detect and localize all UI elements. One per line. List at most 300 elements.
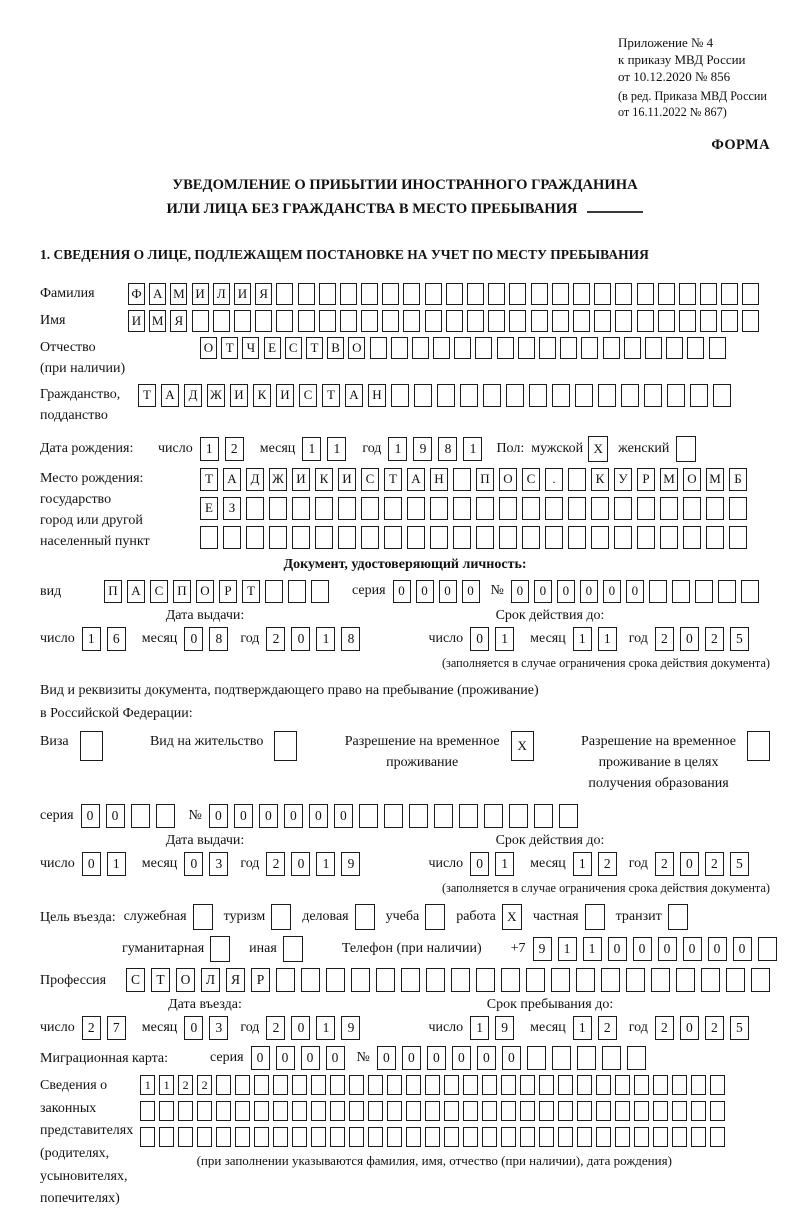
char-box[interactable]: С xyxy=(522,468,540,491)
char-box[interactable] xyxy=(446,310,463,332)
char-box[interactable] xyxy=(370,337,387,359)
char-box[interactable] xyxy=(721,310,738,332)
char-box[interactable] xyxy=(425,1075,440,1095)
char-box[interactable] xyxy=(649,580,667,603)
char-box[interactable]: И xyxy=(128,310,145,332)
char-box[interactable] xyxy=(668,904,688,930)
char-box[interactable] xyxy=(615,1075,630,1095)
char-box[interactable] xyxy=(453,497,471,520)
char-box[interactable]: О xyxy=(683,468,701,491)
char-box[interactable] xyxy=(273,1101,288,1121)
char-box[interactable]: Т xyxy=(151,968,170,992)
char-box[interactable] xyxy=(558,1101,573,1121)
char-box[interactable]: Я xyxy=(226,968,245,992)
char-box[interactable]: 1 xyxy=(327,437,346,461)
char-box[interactable]: Т xyxy=(306,337,323,359)
char-box[interactable] xyxy=(742,283,759,305)
char-box[interactable]: 0 xyxy=(377,1046,396,1070)
char-box[interactable] xyxy=(319,310,336,332)
char-box[interactable] xyxy=(539,1075,554,1095)
char-box[interactable] xyxy=(311,1127,326,1147)
char-box[interactable]: 2 xyxy=(655,852,674,876)
char-box[interactable]: Я xyxy=(255,283,272,305)
char-box[interactable]: 0 xyxy=(326,1046,345,1070)
char-box[interactable] xyxy=(368,1075,383,1095)
char-box[interactable] xyxy=(637,526,655,549)
char-box[interactable] xyxy=(499,497,517,520)
char-box[interactable] xyxy=(269,526,287,549)
char-box[interactable] xyxy=(340,283,357,305)
char-box[interactable]: В xyxy=(327,337,344,359)
char-box[interactable] xyxy=(594,310,611,332)
char-box[interactable]: С xyxy=(299,384,317,407)
char-box[interactable] xyxy=(80,731,103,761)
char-box[interactable]: 2 xyxy=(266,852,285,876)
char-box[interactable]: Л xyxy=(213,283,230,305)
char-box[interactable] xyxy=(311,580,329,603)
char-box[interactable]: Т xyxy=(221,337,238,359)
char-box[interactable]: 2 xyxy=(266,1016,285,1040)
char-box[interactable] xyxy=(653,1101,668,1121)
char-box[interactable] xyxy=(634,1101,649,1121)
char-box[interactable] xyxy=(403,283,420,305)
char-box[interactable] xyxy=(292,1101,307,1121)
char-box[interactable]: 0 xyxy=(477,1046,496,1070)
char-box[interactable] xyxy=(434,804,453,828)
char-box[interactable] xyxy=(330,1075,345,1095)
char-box[interactable] xyxy=(463,1075,478,1095)
char-box[interactable] xyxy=(637,310,654,332)
char-box[interactable] xyxy=(156,804,175,828)
char-box[interactable]: 1 xyxy=(316,627,335,651)
char-box[interactable] xyxy=(667,384,685,407)
char-box[interactable] xyxy=(482,1101,497,1121)
char-box[interactable] xyxy=(216,1075,231,1095)
char-box[interactable]: . xyxy=(545,468,563,491)
char-box[interactable]: 1 xyxy=(82,627,101,651)
char-box[interactable]: А xyxy=(127,580,145,603)
char-box[interactable] xyxy=(311,1101,326,1121)
char-box[interactable] xyxy=(355,904,375,930)
char-box[interactable] xyxy=(159,1101,174,1121)
char-box[interactable] xyxy=(679,283,696,305)
char-box[interactable] xyxy=(437,384,455,407)
char-box[interactable] xyxy=(683,526,701,549)
char-box[interactable]: 0 xyxy=(82,852,101,876)
char-box[interactable] xyxy=(301,968,320,992)
char-box[interactable]: 0 xyxy=(658,937,677,961)
char-box[interactable] xyxy=(596,1075,611,1095)
char-box[interactable]: И xyxy=(276,384,294,407)
char-box[interactable] xyxy=(271,904,291,930)
char-box[interactable] xyxy=(666,337,683,359)
char-box[interactable] xyxy=(552,384,570,407)
char-box[interactable]: 0 xyxy=(680,627,699,651)
char-box[interactable] xyxy=(598,384,616,407)
char-box[interactable] xyxy=(467,310,484,332)
char-box[interactable] xyxy=(568,468,586,491)
char-box[interactable]: 8 xyxy=(209,627,228,651)
char-box[interactable]: 3 xyxy=(209,852,228,876)
char-box[interactable] xyxy=(235,1127,250,1147)
char-box[interactable]: С xyxy=(126,968,145,992)
char-box[interactable] xyxy=(425,904,445,930)
char-box[interactable]: С xyxy=(361,468,379,491)
char-box[interactable] xyxy=(216,1101,231,1121)
char-box[interactable] xyxy=(368,1101,383,1121)
char-box[interactable] xyxy=(672,1075,687,1095)
char-box[interactable]: Д xyxy=(184,384,202,407)
char-box[interactable] xyxy=(718,580,736,603)
char-box[interactable] xyxy=(433,337,450,359)
char-box[interactable] xyxy=(577,1075,592,1095)
char-box[interactable] xyxy=(412,337,429,359)
char-box[interactable]: 2 xyxy=(197,1075,212,1095)
char-box[interactable] xyxy=(401,968,420,992)
char-box[interactable]: 9 xyxy=(413,437,432,461)
char-box[interactable]: И xyxy=(234,283,251,305)
char-box[interactable] xyxy=(627,1046,646,1070)
char-box[interactable]: Р xyxy=(637,468,655,491)
char-box[interactable]: 0 xyxy=(209,804,228,828)
char-box[interactable]: 3 xyxy=(209,1016,228,1040)
char-box[interactable] xyxy=(710,1101,725,1121)
char-box[interactable] xyxy=(520,1127,535,1147)
char-box[interactable] xyxy=(482,1075,497,1095)
char-box[interactable]: 8 xyxy=(438,437,457,461)
char-box[interactable] xyxy=(387,1101,402,1121)
char-box[interactable]: Н xyxy=(430,468,448,491)
char-box[interactable] xyxy=(361,526,379,549)
char-box[interactable] xyxy=(573,283,590,305)
char-box[interactable] xyxy=(488,310,505,332)
char-box[interactable] xyxy=(568,497,586,520)
char-box[interactable] xyxy=(741,580,759,603)
char-box[interactable] xyxy=(624,337,641,359)
char-box[interactable] xyxy=(425,1101,440,1121)
char-box[interactable] xyxy=(273,1127,288,1147)
char-box[interactable]: 1 xyxy=(140,1075,155,1095)
char-box[interactable]: 1 xyxy=(495,852,514,876)
char-box[interactable]: 0 xyxy=(511,580,529,603)
char-box[interactable] xyxy=(406,1075,421,1095)
char-box[interactable]: 0 xyxy=(502,1046,521,1070)
char-box[interactable]: Т xyxy=(200,468,218,491)
char-box[interactable] xyxy=(626,968,645,992)
char-box[interactable]: М xyxy=(706,468,724,491)
char-box[interactable] xyxy=(349,1075,364,1095)
char-box[interactable]: П xyxy=(173,580,191,603)
char-box[interactable]: 2 xyxy=(266,627,285,651)
char-box[interactable]: 2 xyxy=(598,1016,617,1040)
char-box[interactable]: 2 xyxy=(225,437,244,461)
char-box[interactable] xyxy=(330,1101,345,1121)
char-box[interactable]: М xyxy=(149,310,166,332)
char-box[interactable]: 9 xyxy=(533,937,552,961)
char-box[interactable] xyxy=(651,968,670,992)
char-box[interactable]: О xyxy=(196,580,214,603)
char-box[interactable] xyxy=(425,1127,440,1147)
char-box[interactable]: Е xyxy=(200,497,218,520)
char-box[interactable]: 0 xyxy=(276,1046,295,1070)
char-box[interactable]: 1 xyxy=(463,437,482,461)
char-box[interactable]: А xyxy=(161,384,179,407)
char-box[interactable] xyxy=(672,580,690,603)
char-box[interactable] xyxy=(710,1127,725,1147)
char-box[interactable] xyxy=(430,497,448,520)
char-box[interactable]: 0 xyxy=(733,937,752,961)
char-box[interactable] xyxy=(658,283,675,305)
char-box[interactable]: 2 xyxy=(178,1075,193,1095)
char-box[interactable] xyxy=(676,968,695,992)
char-box[interactable] xyxy=(409,804,428,828)
char-box[interactable] xyxy=(701,968,720,992)
char-box[interactable]: 0 xyxy=(334,804,353,828)
char-box[interactable] xyxy=(568,526,586,549)
char-box[interactable]: 0 xyxy=(184,627,203,651)
char-box[interactable] xyxy=(197,1101,212,1121)
char-box[interactable]: X xyxy=(511,731,534,761)
char-box[interactable] xyxy=(444,1101,459,1121)
char-box[interactable] xyxy=(706,497,724,520)
char-box[interactable]: 0 xyxy=(633,937,652,961)
char-box[interactable] xyxy=(315,497,333,520)
char-box[interactable] xyxy=(467,283,484,305)
char-box[interactable]: 2 xyxy=(82,1016,101,1040)
char-box[interactable] xyxy=(497,337,514,359)
char-box[interactable] xyxy=(292,1075,307,1095)
char-box[interactable] xyxy=(476,968,495,992)
char-box[interactable] xyxy=(560,337,577,359)
char-box[interactable] xyxy=(545,526,563,549)
char-box[interactable] xyxy=(349,1127,364,1147)
char-box[interactable]: К xyxy=(315,468,333,491)
char-box[interactable] xyxy=(721,283,738,305)
char-box[interactable] xyxy=(276,968,295,992)
char-box[interactable]: М xyxy=(660,468,678,491)
char-box[interactable]: Е xyxy=(264,337,281,359)
char-box[interactable]: 5 xyxy=(730,627,749,651)
char-box[interactable] xyxy=(159,1127,174,1147)
char-box[interactable] xyxy=(690,384,708,407)
char-box[interactable]: 5 xyxy=(730,1016,749,1040)
char-box[interactable] xyxy=(672,1127,687,1147)
char-box[interactable]: А xyxy=(149,283,166,305)
char-box[interactable] xyxy=(265,580,283,603)
char-box[interactable]: 0 xyxy=(184,1016,203,1040)
char-box[interactable] xyxy=(660,497,678,520)
char-box[interactable]: 2 xyxy=(655,1016,674,1040)
char-box[interactable] xyxy=(575,384,593,407)
char-box[interactable] xyxy=(274,731,297,761)
char-box[interactable] xyxy=(700,283,717,305)
char-box[interactable] xyxy=(509,310,526,332)
char-box[interactable] xyxy=(254,1101,269,1121)
char-box[interactable] xyxy=(501,1075,516,1095)
char-box[interactable]: 0 xyxy=(81,804,100,828)
char-box[interactable] xyxy=(193,904,213,930)
char-box[interactable]: 1 xyxy=(583,937,602,961)
char-box[interactable]: 0 xyxy=(416,580,434,603)
char-box[interactable]: Т xyxy=(322,384,340,407)
char-box[interactable]: 0 xyxy=(603,580,621,603)
char-box[interactable] xyxy=(726,968,745,992)
char-box[interactable] xyxy=(520,1101,535,1121)
char-box[interactable] xyxy=(615,1101,630,1121)
char-box[interactable] xyxy=(484,804,503,828)
char-box[interactable]: 2 xyxy=(705,627,724,651)
char-box[interactable] xyxy=(509,804,528,828)
char-box[interactable] xyxy=(615,1127,630,1147)
char-box[interactable]: И xyxy=(338,468,356,491)
char-box[interactable]: У xyxy=(614,468,632,491)
char-box[interactable] xyxy=(614,497,632,520)
char-box[interactable]: Р xyxy=(251,968,270,992)
char-box[interactable] xyxy=(276,283,293,305)
char-box[interactable] xyxy=(178,1127,193,1147)
char-box[interactable]: Т xyxy=(138,384,156,407)
char-box[interactable] xyxy=(178,1101,193,1121)
char-box[interactable]: 0 xyxy=(309,804,328,828)
char-box[interactable]: 1 xyxy=(558,937,577,961)
char-box[interactable]: 9 xyxy=(341,1016,360,1040)
char-box[interactable] xyxy=(531,283,548,305)
char-box[interactable] xyxy=(406,1127,421,1147)
char-box[interactable] xyxy=(483,384,501,407)
char-box[interactable]: 7 xyxy=(107,1016,126,1040)
char-box[interactable] xyxy=(338,497,356,520)
char-box[interactable] xyxy=(407,526,425,549)
char-box[interactable]: 0 xyxy=(557,580,575,603)
char-box[interactable]: 1 xyxy=(159,1075,174,1095)
char-box[interactable]: 9 xyxy=(341,852,360,876)
char-box[interactable] xyxy=(384,497,402,520)
char-box[interactable] xyxy=(672,1101,687,1121)
char-box[interactable] xyxy=(747,731,770,761)
char-box[interactable] xyxy=(283,936,303,962)
char-box[interactable] xyxy=(501,968,520,992)
char-box[interactable] xyxy=(140,1101,155,1121)
char-box[interactable] xyxy=(140,1127,155,1147)
char-box[interactable] xyxy=(276,310,293,332)
char-box[interactable] xyxy=(338,526,356,549)
char-box[interactable] xyxy=(551,968,570,992)
char-box[interactable] xyxy=(255,310,272,332)
char-box[interactable]: 0 xyxy=(534,580,552,603)
char-box[interactable] xyxy=(326,968,345,992)
char-box[interactable]: Н xyxy=(368,384,386,407)
char-box[interactable] xyxy=(425,310,442,332)
char-box[interactable] xyxy=(506,384,524,407)
char-box[interactable] xyxy=(534,804,553,828)
char-box[interactable] xyxy=(292,1127,307,1147)
char-box[interactable] xyxy=(459,804,478,828)
char-box[interactable]: 0 xyxy=(301,1046,320,1070)
char-box[interactable]: С xyxy=(285,337,302,359)
char-box[interactable]: 1 xyxy=(107,852,126,876)
char-box[interactable]: 0 xyxy=(251,1046,270,1070)
char-box[interactable] xyxy=(634,1075,649,1095)
char-box[interactable]: 0 xyxy=(291,627,310,651)
char-box[interactable] xyxy=(603,337,620,359)
char-box[interactable]: Д xyxy=(246,468,264,491)
char-box[interactable] xyxy=(382,283,399,305)
char-box[interactable] xyxy=(426,968,445,992)
char-box[interactable]: 0 xyxy=(680,852,699,876)
char-box[interactable] xyxy=(444,1075,459,1095)
char-box[interactable] xyxy=(539,1127,554,1147)
char-box[interactable]: 1 xyxy=(302,437,321,461)
char-box[interactable] xyxy=(594,283,611,305)
char-box[interactable] xyxy=(340,310,357,332)
char-box[interactable] xyxy=(288,580,306,603)
char-box[interactable] xyxy=(687,337,704,359)
char-box[interactable] xyxy=(602,1046,621,1070)
char-box[interactable] xyxy=(376,968,395,992)
char-box[interactable]: Я xyxy=(170,310,187,332)
char-box[interactable] xyxy=(292,497,310,520)
char-box[interactable] xyxy=(384,526,402,549)
char-box[interactable] xyxy=(453,526,471,549)
char-box[interactable] xyxy=(691,1127,706,1147)
char-box[interactable]: К xyxy=(253,384,271,407)
char-box[interactable] xyxy=(200,526,218,549)
char-box[interactable] xyxy=(273,1075,288,1095)
char-box[interactable] xyxy=(653,1075,668,1095)
char-box[interactable] xyxy=(706,526,724,549)
char-box[interactable]: З xyxy=(223,497,241,520)
char-box[interactable] xyxy=(614,526,632,549)
char-box[interactable] xyxy=(729,497,747,520)
char-box[interactable] xyxy=(407,497,425,520)
char-box[interactable] xyxy=(463,1101,478,1121)
char-box[interactable] xyxy=(315,526,333,549)
char-box[interactable] xyxy=(676,436,696,462)
char-box[interactable]: 2 xyxy=(655,627,674,651)
char-box[interactable]: 0 xyxy=(234,804,253,828)
char-box[interactable]: Ж xyxy=(269,468,287,491)
char-box[interactable]: 0 xyxy=(680,1016,699,1040)
char-box[interactable]: А xyxy=(223,468,241,491)
char-box[interactable] xyxy=(361,310,378,332)
char-box[interactable] xyxy=(406,1101,421,1121)
char-box[interactable] xyxy=(658,310,675,332)
char-box[interactable]: Ч xyxy=(242,337,259,359)
char-box[interactable]: Ж xyxy=(207,384,225,407)
char-box[interactable] xyxy=(558,1075,573,1095)
char-box[interactable] xyxy=(391,337,408,359)
char-box[interactable] xyxy=(454,337,471,359)
char-box[interactable]: 1 xyxy=(470,1016,489,1040)
char-box[interactable] xyxy=(387,1127,402,1147)
char-box[interactable] xyxy=(615,310,632,332)
char-box[interactable] xyxy=(319,283,336,305)
char-box[interactable]: О xyxy=(499,468,517,491)
char-box[interactable] xyxy=(596,1101,611,1121)
char-box[interactable] xyxy=(518,337,535,359)
char-box[interactable] xyxy=(691,1075,706,1095)
char-box[interactable] xyxy=(742,310,759,332)
char-box[interactable] xyxy=(197,1127,212,1147)
char-box[interactable]: 0 xyxy=(470,627,489,651)
char-box[interactable] xyxy=(210,936,230,962)
char-box[interactable] xyxy=(509,283,526,305)
char-box[interactable] xyxy=(403,310,420,332)
char-box[interactable]: 0 xyxy=(683,937,702,961)
char-box[interactable] xyxy=(298,283,315,305)
char-box[interactable] xyxy=(446,283,463,305)
char-box[interactable] xyxy=(577,1046,596,1070)
